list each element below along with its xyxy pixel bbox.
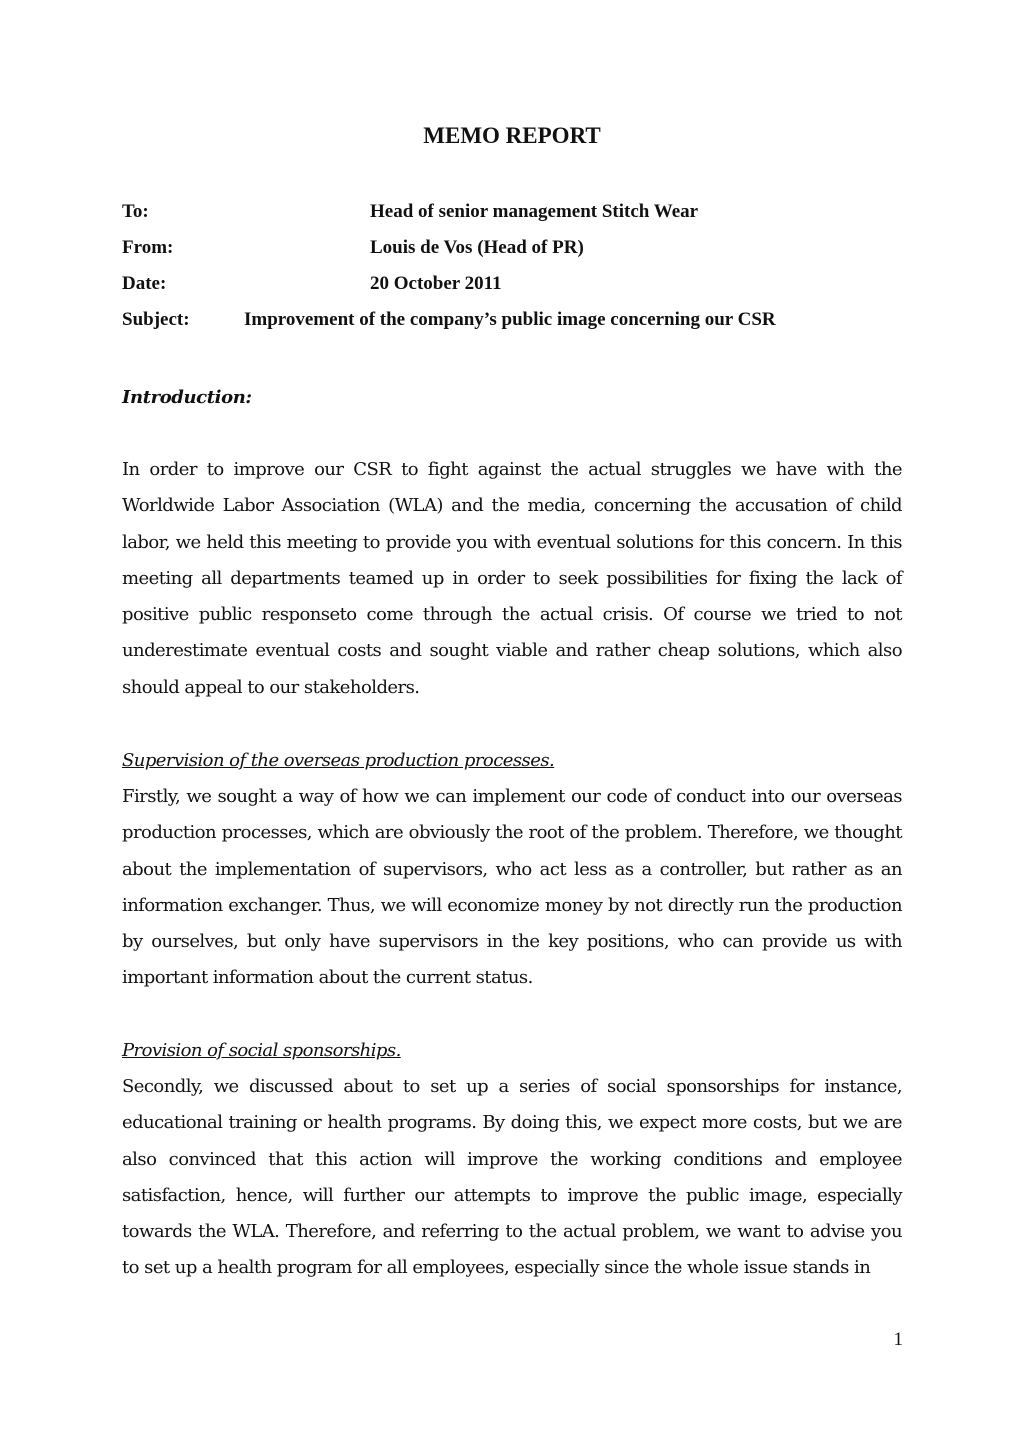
memo-subject-value: Improvement of the company’s public image concerning our CSR	[244, 309, 776, 330]
introduction-heading: Introduction:	[122, 387, 252, 408]
memo-from-label: From:	[122, 237, 174, 258]
memo-date-label: Date:	[122, 273, 167, 294]
page-number: 1	[893, 1329, 903, 1350]
document-title: MEMO REPORT	[423, 123, 601, 148]
section-supervision-paragraph: Firstly, we sought a way of how we can implement our code of conduct into our overseas production processes, which are obviously the root of the problem. Therefore, we thought about the implementation of supervisors, who act less as a controller, but rather as an information exchanger. Thus, we will economize money by not directly run the production by ourselves, but only have supervisors in the key positions, who can provide us with important information about the current status.	[122, 786, 902, 989]
memo-to-label: To:	[122, 201, 149, 222]
memo-to-value: Head of senior management Stitch Wear	[370, 201, 699, 222]
memo-from-value: Louis de Vos (Head of PR)	[370, 237, 584, 258]
memo-date-value: 20 October 2011	[370, 273, 502, 294]
section-supervision-heading: Supervision of the overseas production processes.	[122, 750, 555, 771]
introduction-paragraph: In order to improve our CSR to fight against the actual struggles we have with the Worldwide Labor Association (WLA) and the media, concerning the accusation of child labor, we held this meeting to provide you with eventual solutions for this concern. In this meeting all departments teamed up in order to seek possibilities for fixing the lack of positive public responseto come through the actual crisis. Of course we tried to not underestimate eventual costs and sought viable and rather cheap solutions, which also should appeal to our stakeholders.	[122, 459, 902, 698]
section-sponsorships-heading: Provision of social sponsorships.	[122, 1040, 401, 1061]
memo-subject-label: Subject:	[122, 309, 190, 330]
section-sponsorships-paragraph: Secondly, we discussed about to set up a series of social sponsorships for instance, educational training or health programs. By doing this, we expect more costs, but we are also convinced that this action will improve the working conditions and employee satisfaction, hence, will further our attempts to improve the public image, especially towards the WLA. Therefore, and referring to the actual problem, we want to advise you to set up a health program for all employees, especially since the whole issue stands in	[122, 1076, 902, 1279]
